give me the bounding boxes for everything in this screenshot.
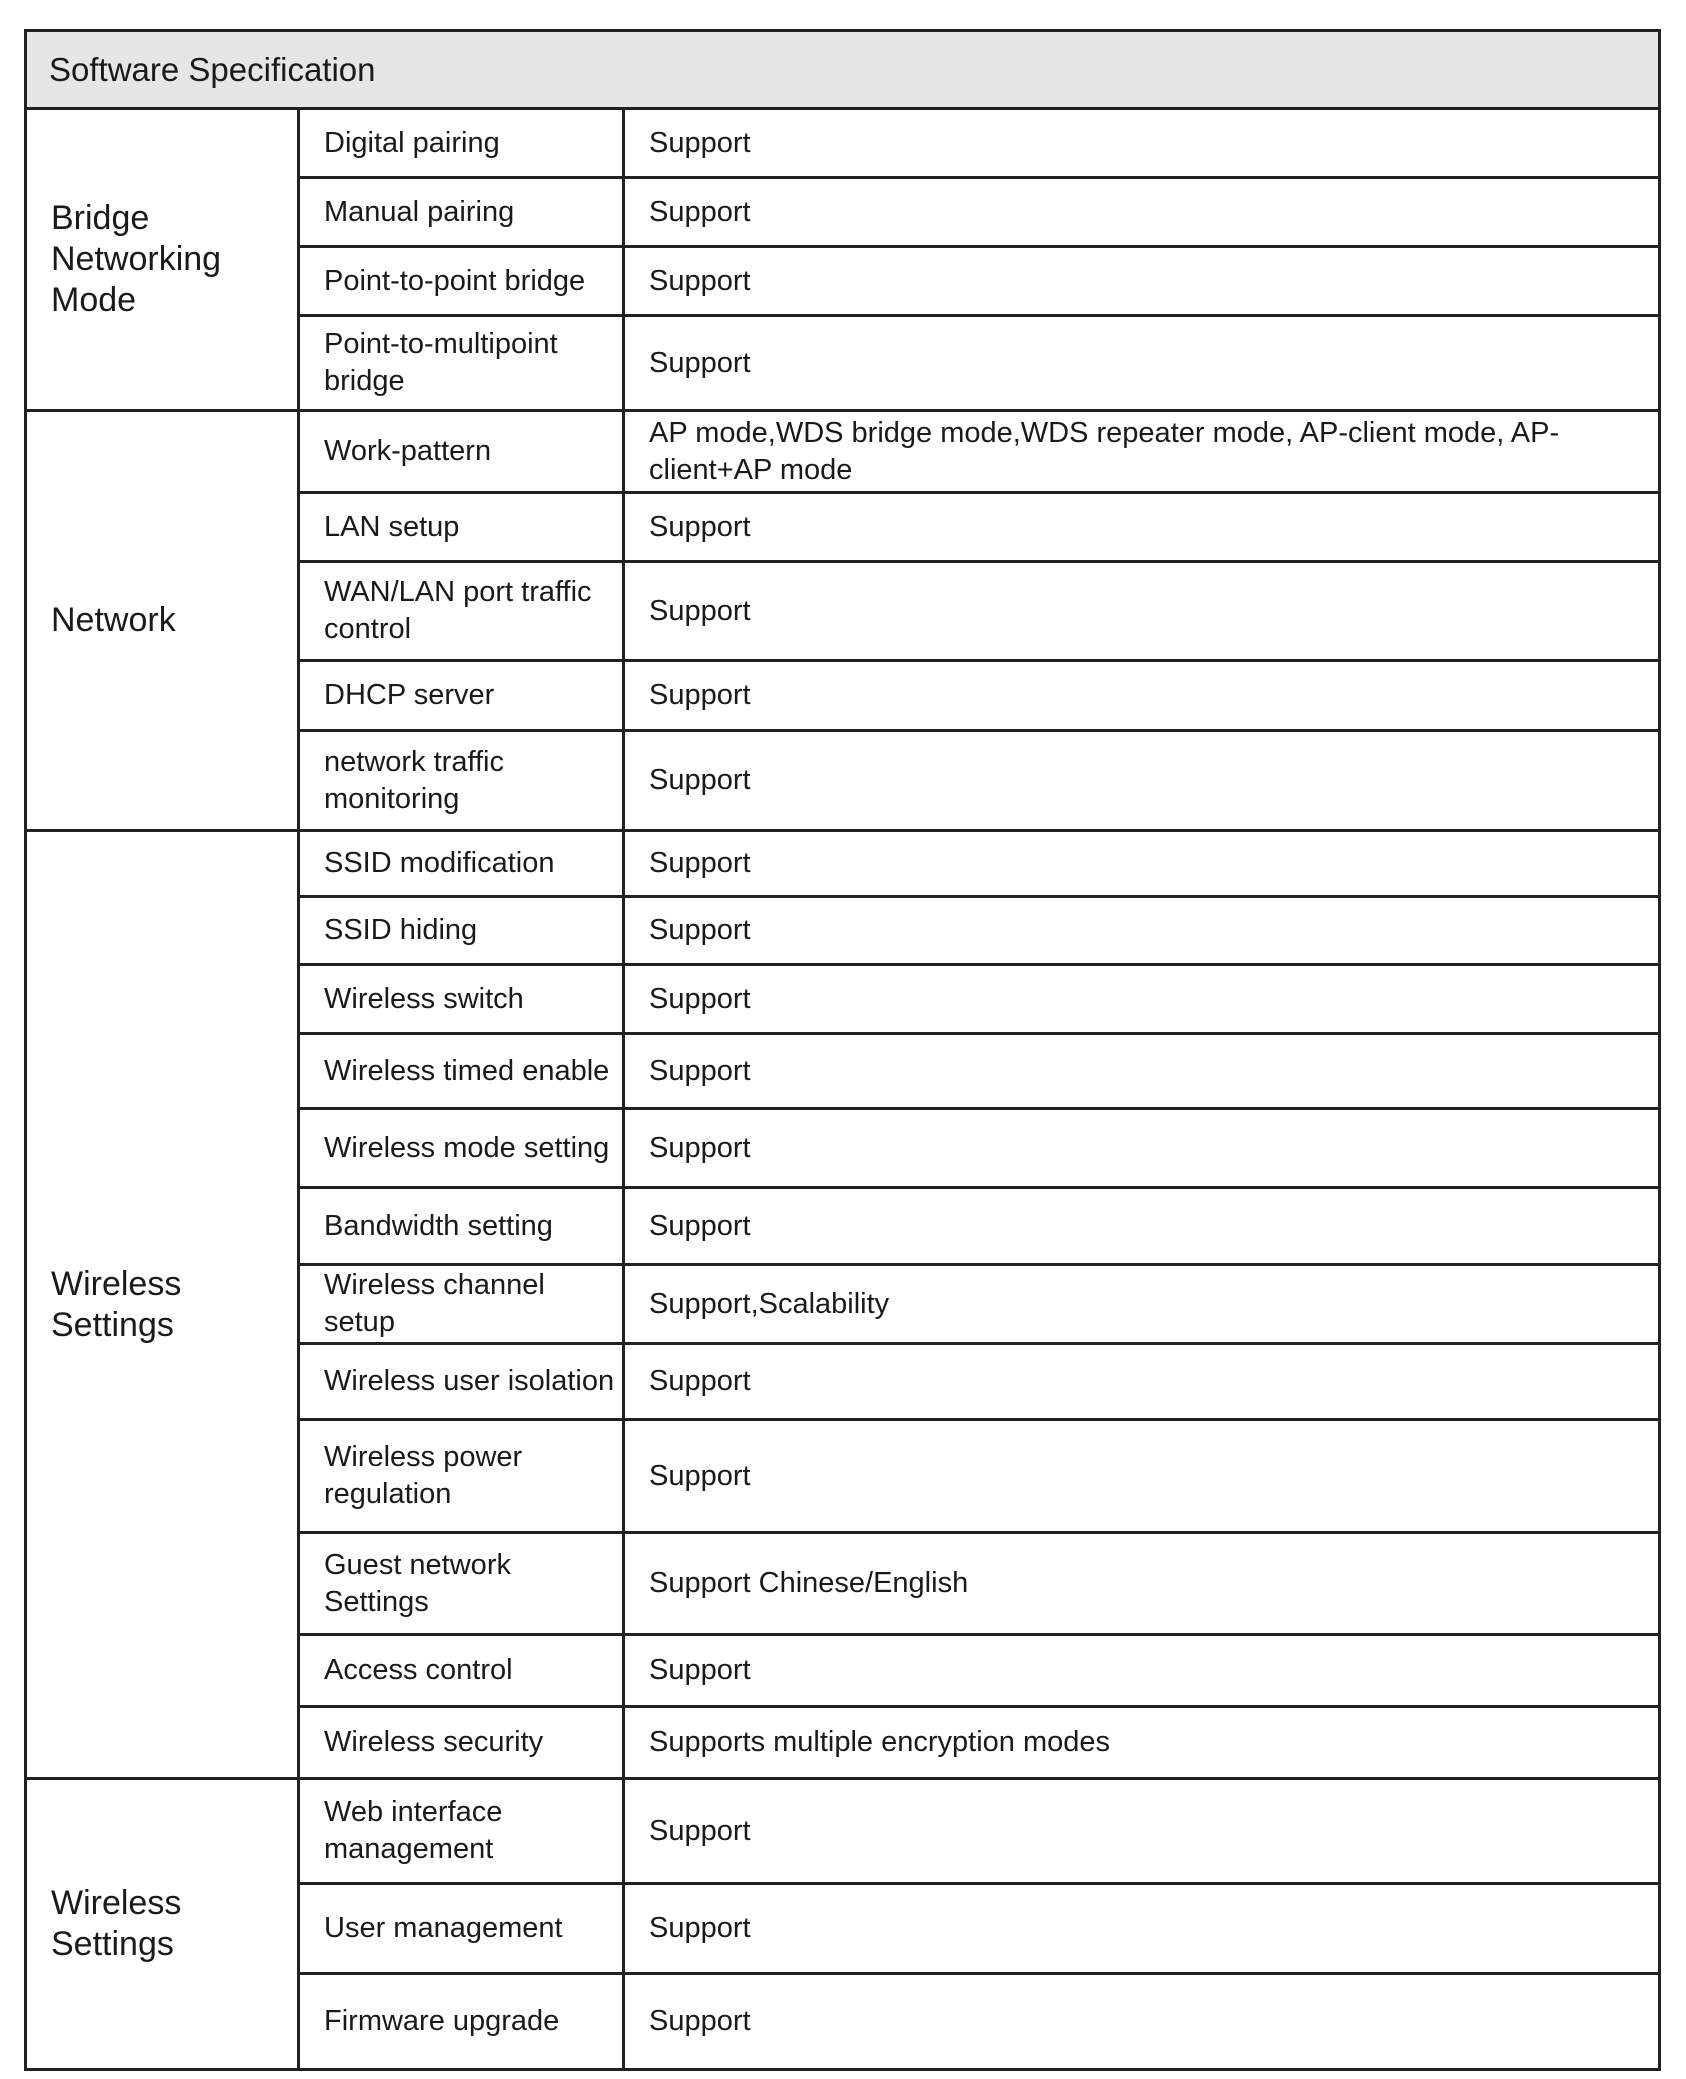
feature-cell: Wireless security [300, 1708, 625, 1777]
table-row [300, 832, 1658, 898]
feature-cell: Guest network Settings [300, 1534, 625, 1633]
feature-cell: Wireless power regulation [300, 1421, 625, 1531]
value-cell: Support [649, 1912, 751, 1944]
value-cell: AP mode,WDS bridge mode,WDS repeater mode, AP-client mode, AP-client+AP mode [649, 416, 1560, 486]
spec-table [24, 29, 1661, 2071]
value-cell: Support,Scalability [649, 1287, 890, 1320]
value-cell: Supports multiple encryption modes [649, 1726, 1111, 1758]
value-cell: Support [649, 510, 751, 543]
feature-cell: Wireless channel setup [300, 1266, 625, 1342]
value-cell: Support [649, 195, 751, 228]
feature-cell: network traffic monitoring [300, 732, 625, 829]
table-row [300, 732, 1658, 829]
spec-group-network [27, 412, 1658, 832]
spec-group-wireless-settings [27, 832, 1658, 1780]
value-cell: Support [649, 346, 751, 379]
feature-cell: Manual pairing [300, 179, 625, 245]
value-cell: Support [649, 764, 751, 796]
feature-cell: Web interface management [300, 1780, 625, 1882]
table-row [300, 1708, 1658, 1777]
table-row [300, 1534, 1658, 1636]
table-row [300, 248, 1658, 317]
feature-cell: Point-to-point bridge [300, 248, 625, 314]
value-cell: Support [649, 126, 751, 159]
table-row [300, 1266, 1658, 1345]
feature-cell: LAN setup [300, 494, 625, 560]
table-row [300, 179, 1658, 248]
table-row [300, 1975, 1658, 2068]
feature-cell: Work-pattern [300, 412, 625, 491]
feature-cell: Wireless switch [300, 966, 625, 1032]
value-cell: Support [649, 1654, 751, 1686]
value-cell: Support [649, 914, 751, 946]
group-rows [300, 412, 1658, 829]
group-rows [300, 110, 1658, 409]
table-row [300, 1636, 1658, 1708]
table-row [300, 494, 1658, 563]
value-cell: Support [649, 1814, 751, 1847]
value-cell: Support [649, 264, 751, 297]
value-cell: Support [649, 1459, 751, 1492]
value-cell: Support [649, 594, 751, 627]
table-row [300, 1780, 1658, 1885]
feature-cell: Wireless user isolation [300, 1345, 625, 1418]
value-cell: Support [649, 1209, 751, 1242]
table-row [300, 966, 1658, 1035]
feature-cell: Point-to-multipoint bridge [300, 317, 625, 409]
feature-cell: DHCP server [300, 662, 625, 729]
group-label: Wireless Settings [27, 832, 300, 1777]
value-cell: Support Chinese/English [649, 1567, 969, 1599]
value-cell: Support [649, 1054, 751, 1087]
value-cell: Support [649, 982, 751, 1015]
table-row [300, 563, 1658, 662]
table-row [300, 662, 1658, 732]
table-row [300, 1189, 1658, 1266]
feature-cell: Access control [300, 1636, 625, 1705]
feature-cell: Wireless mode setting [300, 1110, 625, 1186]
feature-cell: SSID modification [300, 832, 625, 895]
feature-cell: User management [300, 1885, 625, 1972]
value-cell: Support [649, 679, 751, 711]
spec-group-bridge-networking-mode [27, 110, 1658, 412]
feature-cell: Digital pairing [300, 110, 625, 176]
table-row [300, 412, 1658, 494]
table-row [300, 1035, 1658, 1110]
table-row [300, 317, 1658, 409]
feature-cell: WAN/LAN port traffic control [300, 563, 625, 659]
table-row [300, 1421, 1658, 1534]
table-row [300, 898, 1658, 966]
value-cell: Support [649, 847, 751, 879]
group-label: Wireless Settings [27, 1780, 300, 2068]
group-rows [300, 1780, 1658, 2068]
spec-group-wireless-settings-2 [27, 1780, 1658, 2068]
feature-cell: SSID hiding [300, 898, 625, 963]
group-label: Network [27, 412, 300, 829]
group-label: Bridge Networking Mode [27, 110, 300, 409]
value-cell: Support [649, 1131, 751, 1164]
table-row [300, 1110, 1658, 1189]
table-row [300, 1885, 1658, 1975]
table-title: Software Specification [27, 32, 1658, 110]
table-row [300, 1345, 1658, 1421]
feature-cell: Bandwidth setting [300, 1189, 625, 1263]
value-cell: Support [649, 1365, 751, 1397]
feature-cell: Wireless timed enable [300, 1035, 625, 1107]
feature-cell: Firmware upgrade [300, 1975, 625, 2068]
value-cell: Support [649, 2005, 751, 2037]
table-row [300, 110, 1658, 179]
group-rows [300, 832, 1658, 1777]
